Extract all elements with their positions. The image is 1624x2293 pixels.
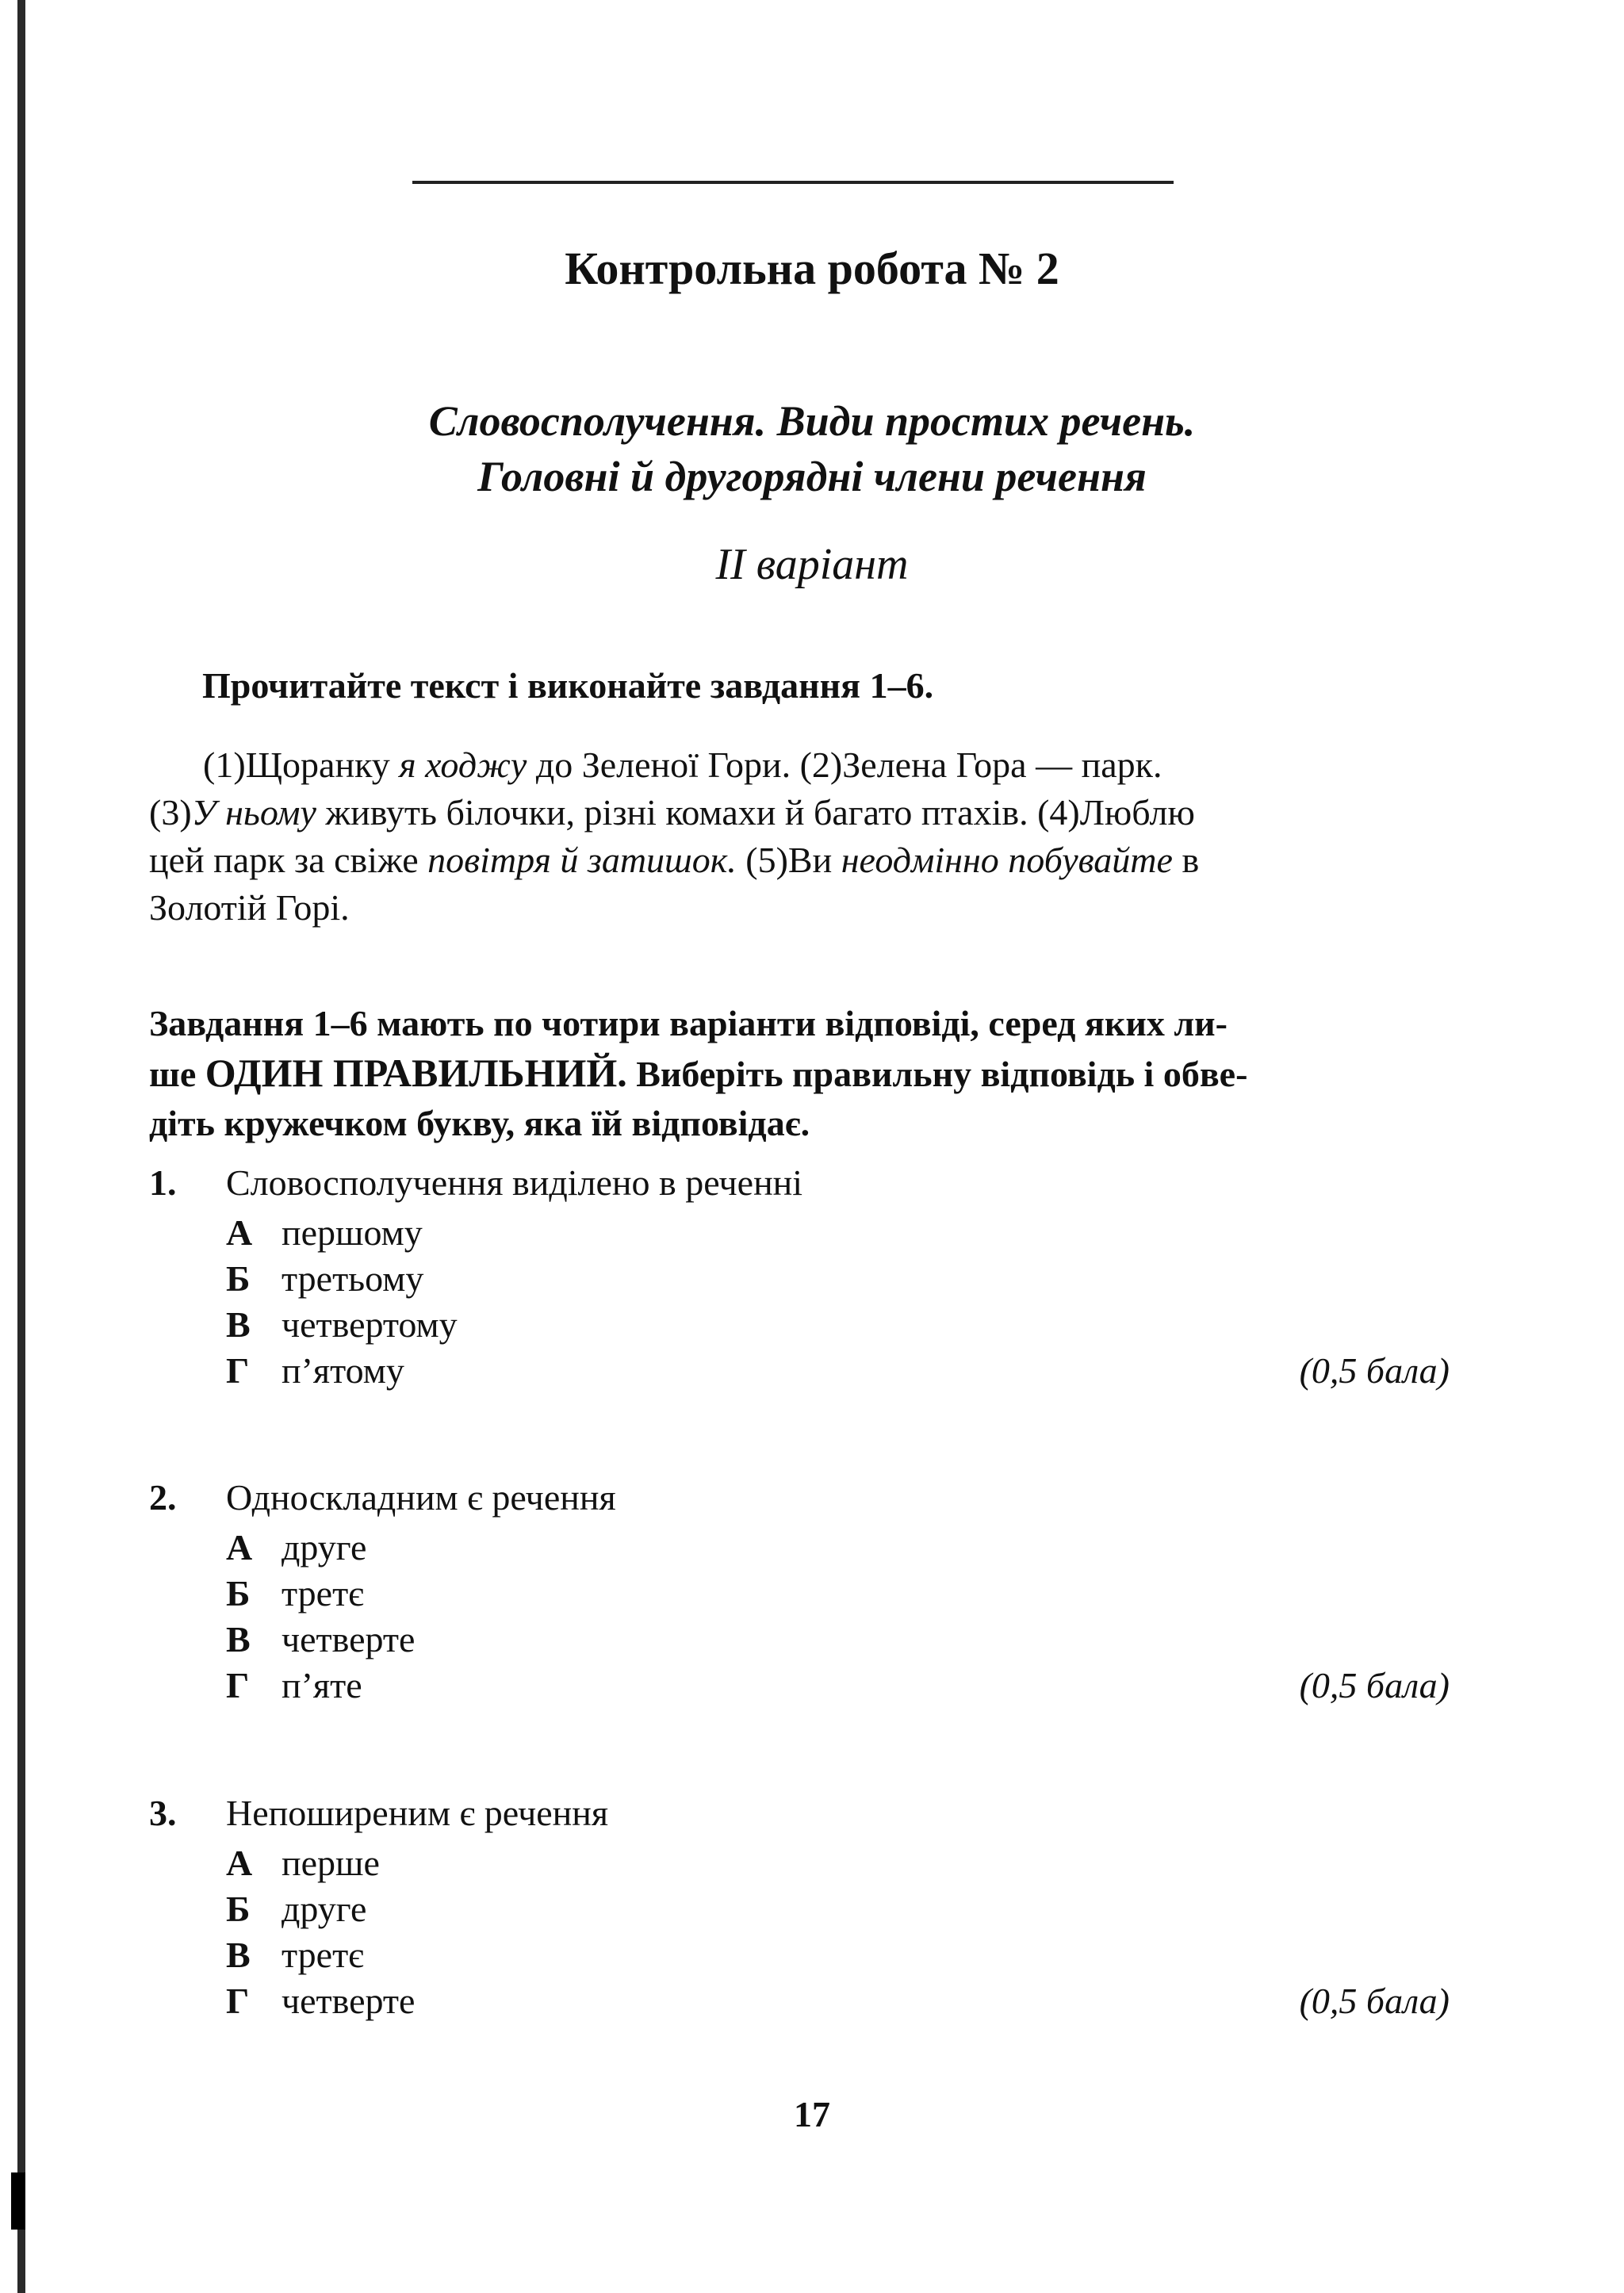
- answer-option[interactable]: [226, 1258, 423, 1300]
- answer-option[interactable]: [226, 1572, 364, 1614]
- score-label: (0,5 бала): [1299, 1981, 1450, 2021]
- option-text: четверте: [282, 1619, 416, 1659]
- option-text: третьому: [282, 1258, 424, 1299]
- option-letter: В: [226, 1619, 251, 1659]
- passage-text: в: [1172, 840, 1200, 880]
- passage-highlight: повітря й затишок.: [427, 840, 737, 880]
- passage-highlight: неодмінно побувайте: [841, 840, 1173, 880]
- option-text: третє: [282, 1935, 364, 1975]
- reading-passage: [149, 741, 1450, 932]
- option-letter: А: [226, 1212, 253, 1253]
- question-text: Непоширеним є речення: [226, 1793, 609, 1833]
- passage-text: живуть білочки, різні комахи й багато птахів. (4)Люблю: [316, 792, 1195, 833]
- option-text: перше: [282, 1843, 380, 1883]
- option-letter: Б: [226, 1573, 251, 1614]
- subtitle-line-1: Словосполучення. Види простих речень.: [428, 397, 1196, 445]
- passage-text: (1)Щоранку: [203, 745, 400, 785]
- task-instructions: [149, 999, 1450, 1148]
- page-number: 17: [794, 2094, 830, 2134]
- passage-highlight: я ходжу: [399, 745, 527, 785]
- option-text: четверте: [282, 1981, 416, 2021]
- option-text: п’ятому: [282, 1350, 404, 1391]
- scan-edge-mark: [11, 2172, 25, 2230]
- option-text: друге: [282, 1527, 367, 1568]
- option-letter: Г: [226, 1981, 250, 2021]
- passage-text: (5)Ви: [736, 840, 841, 880]
- scan-left-edge: [17, 0, 25, 2293]
- passage-line-3: [149, 836, 1450, 884]
- task-note-line-3: діть кружечком букву, яка їй відповідає.: [149, 1103, 810, 1143]
- answer-option[interactable]: [226, 1888, 366, 1930]
- answer-option[interactable]: [226, 1664, 362, 1706]
- task-note-line-1: Завдання 1–6 мають по чотири варіанти відповіді, серед яких ли-: [149, 1003, 1228, 1043]
- option-letter: Б: [226, 1258, 251, 1299]
- passage-text: до Зеленої Гори. (2)Зелена Гора — парк.: [527, 745, 1162, 785]
- question-number: 1.: [149, 1162, 177, 1203]
- option-text: третє: [282, 1573, 364, 1614]
- passage-line-4: Золотій Горі.: [149, 887, 350, 928]
- question-number: 3.: [149, 1793, 177, 1833]
- task-note-text: Виберіть правильну відповідь і обве-: [626, 1054, 1248, 1094]
- option-text: п’яте: [282, 1665, 362, 1705]
- question-number: 2.: [149, 1477, 177, 1518]
- reading-instruction: Прочитайте текст і виконайте завдання 1–6.: [202, 665, 934, 706]
- variant-label: II варіант: [715, 540, 909, 589]
- option-letter: Г: [226, 1350, 250, 1391]
- option-text: першому: [282, 1212, 423, 1253]
- option-text: четвертому: [282, 1304, 458, 1345]
- option-letter: Б: [226, 1889, 251, 1929]
- task-note-line-2: [149, 1048, 1450, 1099]
- passage-highlight: У ньому: [191, 792, 316, 833]
- question-text: Словосполучення виділено в реченні: [226, 1162, 803, 1203]
- passage-line-2: [149, 789, 1450, 836]
- passage-text: (3): [149, 792, 192, 833]
- passage-text: цей парк за свіже: [149, 840, 428, 880]
- option-letter: В: [226, 1935, 251, 1975]
- score-label: (0,5 бала): [1299, 1665, 1450, 1705]
- answer-option[interactable]: [226, 1526, 366, 1568]
- option-letter: В: [226, 1304, 251, 1345]
- task-note-text: ше: [149, 1054, 205, 1094]
- page-title: Контрольна робота № 2: [565, 243, 1059, 294]
- subtitle-line-2: Головні й другорядні члени речення: [477, 453, 1147, 500]
- score-label: (0,5 бала): [1299, 1350, 1450, 1391]
- option-text: друге: [282, 1889, 367, 1929]
- answer-option[interactable]: [226, 1618, 415, 1660]
- answer-option[interactable]: [226, 1303, 458, 1346]
- answer-option[interactable]: [226, 1349, 404, 1391]
- answer-option[interactable]: [226, 1980, 415, 2022]
- answer-option[interactable]: [226, 1934, 364, 1976]
- answer-option[interactable]: [226, 1212, 423, 1254]
- option-letter: Г: [226, 1665, 250, 1705]
- header-rule: [412, 181, 1174, 184]
- task-note-emphasis: ОДИН ПРАВИЛЬНИЙ.: [205, 1051, 627, 1095]
- option-letter: А: [226, 1843, 253, 1883]
- option-letter: А: [226, 1527, 253, 1568]
- answer-option[interactable]: [226, 1842, 380, 1884]
- passage-line-1: [149, 741, 1450, 789]
- question-text: Односкладним є речення: [226, 1477, 616, 1518]
